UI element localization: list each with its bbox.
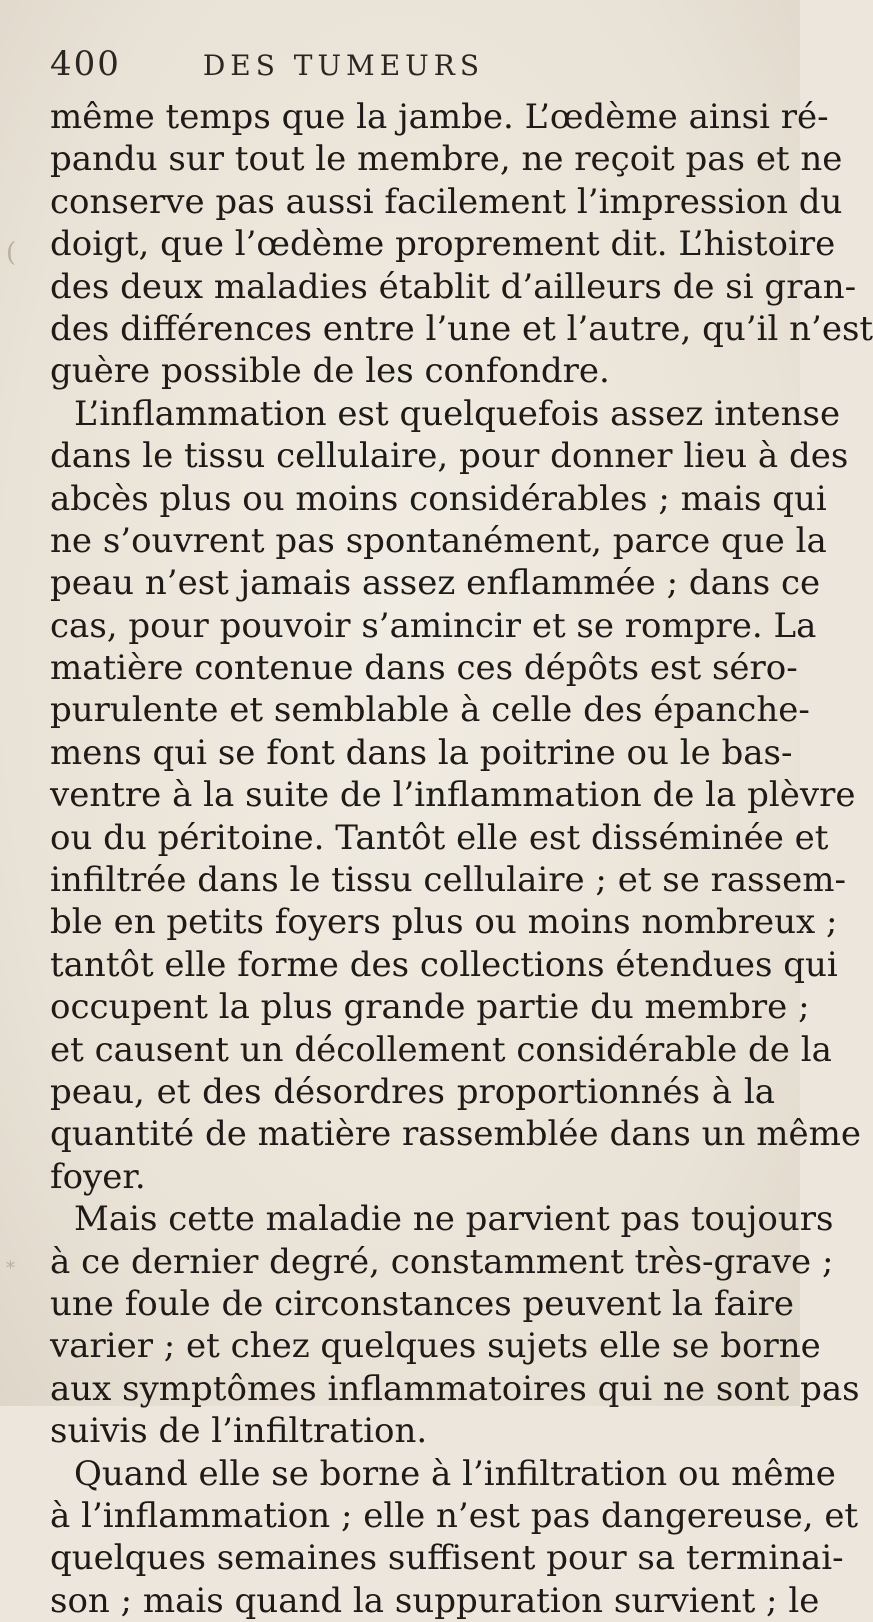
text-line: peau n’est jamais assez enflammée ; dans ce (50, 563, 821, 604)
page-number: 400 (50, 44, 121, 84)
text-line: ou du péritoine. Tantôt elle est disséminée et (50, 817, 829, 858)
page-header (50, 44, 770, 84)
text-line: ventre à la suite de l’inflammation de la plèvre (50, 775, 856, 816)
running-title: DES TUMEURS (202, 49, 485, 82)
text-line: guère possible de les confondre. (50, 351, 610, 392)
text-line: ne s’ouvrent pas spontanément, parce que la (50, 520, 827, 561)
text-line: cas, pour pouvoir s’amincir et se rompre. La (50, 605, 817, 646)
text-line: peau, et des désordres proportionnés à la (50, 1071, 775, 1112)
text-line: et causent un décollement considérable de la (50, 1029, 832, 1070)
text-line: suivis de l’infiltration. (50, 1411, 428, 1452)
text-line: ble en petits foyers plus ou moins nombreux ; (50, 902, 838, 943)
text-line: quantité de matière rassemblée dans un même (50, 1114, 861, 1155)
text-line: mens qui se font dans la poitrine ou le bas- (50, 732, 793, 773)
text-line: foyer. (50, 1156, 146, 1197)
text-line: matière contenue dans ces dépôts est séro- (50, 648, 798, 689)
text-line: occupent la plus grande partie du membre ; (50, 987, 810, 1028)
text-line: dans le tissu cellulaire, pour donner lieu à des (50, 436, 849, 477)
text-line: tantôt elle forme des collections étendues qui (50, 944, 838, 985)
text-line: à l’inflammation ; elle n’est pas dangereuse, et (50, 1495, 859, 1536)
text-line: L’inflammation est quelquefois assez intense (74, 393, 841, 434)
text-line: des différences entre l’une et l’autre, qu’il n’est (50, 308, 873, 349)
text-line: doigt, que l’œdème proprement dit. L’histoire (50, 224, 836, 265)
margin-tick: * (6, 1258, 15, 1279)
text-line: pandu sur tout le membre, ne reçoit pas et ne (50, 139, 843, 180)
text-line: infiltrée dans le tissu cellulaire ; et se rassem- (50, 860, 846, 901)
text-line: même temps que la jambe. L’œdème ainsi ré- (50, 97, 829, 137)
text-line: aux symptômes inflammatoires qui ne sont pas (50, 1368, 860, 1409)
margin-mark: ( (6, 238, 17, 268)
text-line: Quand elle se borne à l’infiltration ou même (74, 1453, 836, 1494)
text-line: conserve pas aussi facilement l’impression du (50, 181, 843, 222)
body-text (50, 96, 873, 1622)
text-line: varier ; et chez quelques sujets elle se borne (50, 1326, 821, 1367)
text-line: quelques semaines suffisent pour sa terminai- (50, 1538, 844, 1579)
text-line: purulente et semblable à celle des épanche- (50, 690, 810, 731)
text-line: à ce dernier degré, constamment très-grave ; (50, 1241, 834, 1282)
text-line: abcès plus ou moins considérables ; mais qui (50, 478, 827, 519)
text-line: Mais cette maladie ne parvient pas toujours (74, 1199, 834, 1240)
text-line: une foule de circonstances peuvent la faire (50, 1283, 794, 1324)
text-line: son ; mais quand la suppuration survient ; le (50, 1580, 820, 1621)
text-line: des deux maladies établit d’ailleurs de si gran- (50, 266, 857, 307)
